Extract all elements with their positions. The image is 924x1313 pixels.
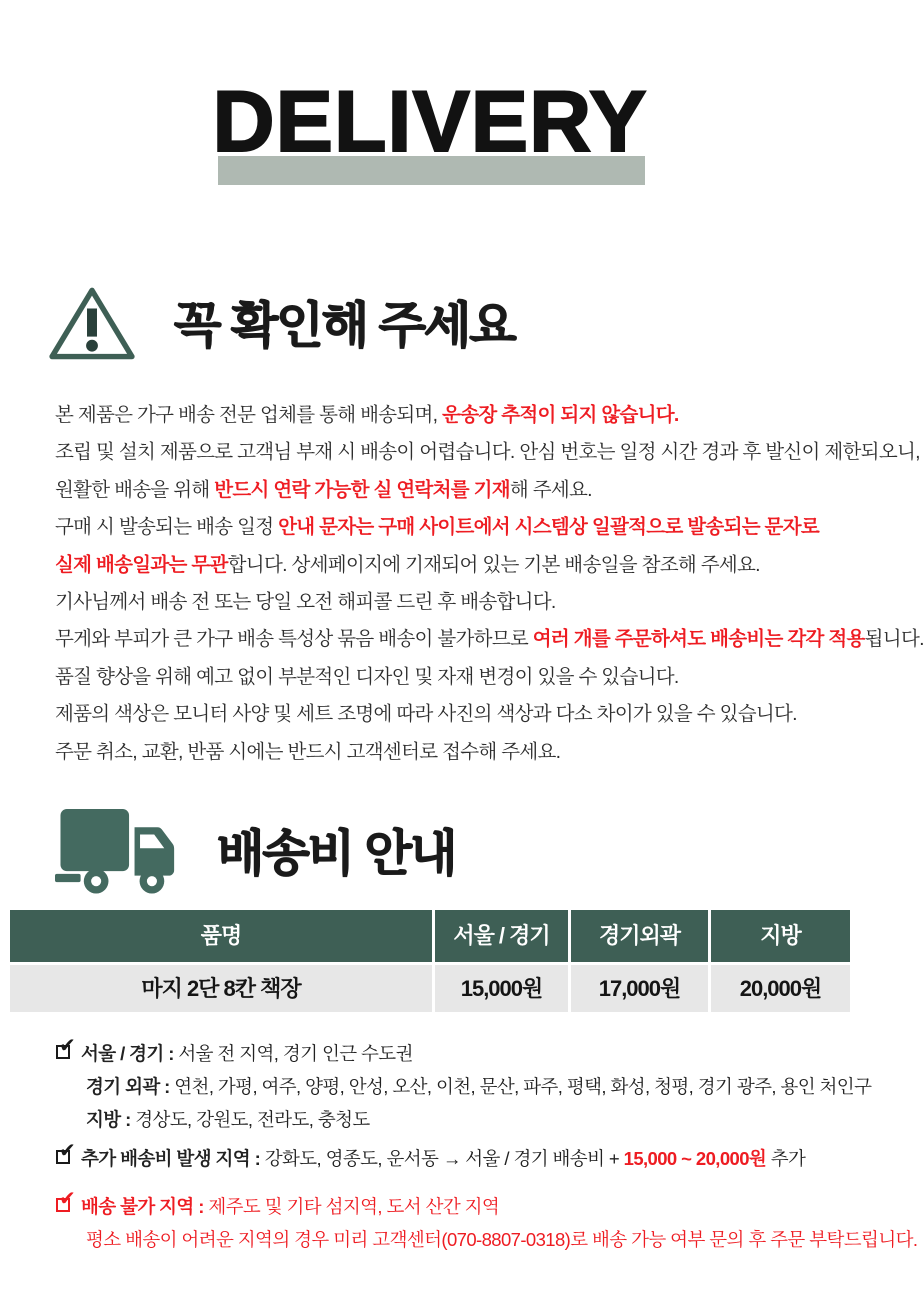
notice-text: 주문 취소, 교환, 반품 시에는 반드시 고객센터로 접수해 주세요. — [55, 740, 561, 763]
note-value: 강화도, 영종도, 운서동 → 서울 / 경기 배송비 + — [260, 1148, 624, 1169]
notice-text: 무게와 부피가 큰 가구 배송 특성상 묶음 배송이 불가하므로 — [55, 628, 533, 651]
notice-text: 합니다. 상세페이지에 기재되어 있는 기본 배송일을 참조해 주세요. — [227, 553, 760, 576]
notice-text: 조립 및 설치 제품으로 고객님 부재 시 배송이 어렵습니다. 안심 번호는 일정 시간 경과 후 발신이 제한되오니, — [55, 441, 920, 464]
notice-body — [55, 397, 924, 771]
notice-text: 구매 시 발송되는 배송 일정 — [55, 516, 279, 539]
checkbox-checked-icon — [56, 1198, 70, 1212]
shipping-notes — [56, 1043, 918, 1262]
warning-triangle-icon — [46, 284, 138, 367]
notice-text: 기사님께서 배송 전 또는 당일 오전 해피콜 드린 후 배송합니다. — [55, 591, 556, 614]
notice-heading: 꼭 확인해 주세요 — [174, 298, 515, 353]
table-cell-product-name: 마지 2단 8칸 책장 — [10, 965, 432, 1012]
note-label: 추가 배송비 발생 지역 : — [81, 1148, 261, 1169]
notice-line — [55, 509, 831, 546]
notice-heading-row — [46, 284, 515, 367]
notice-text: 원활한 배송을 위해 — [55, 478, 215, 501]
note-restricted-detail — [56, 1229, 918, 1251]
fees-heading-row — [55, 806, 455, 901]
note-region-province — [56, 1109, 848, 1131]
checkbox-checked-icon — [56, 1150, 70, 1164]
note-value: 추가 — [766, 1148, 806, 1169]
notice-line — [55, 434, 920, 471]
table-header-seoul-gyeonggi: 서울 / 경기 — [435, 910, 568, 962]
note-extra-fee-amount: 15,000 ~ 20,000원 — [623, 1148, 767, 1169]
notice-text: 품질 향상을 위해 예고 없이 부분적인 디자인 및 자재 변경이 있을 수 있습니다. — [55, 665, 679, 688]
note-label: 서울 / 경기 : — [81, 1043, 174, 1064]
note-restricted-area — [56, 1196, 848, 1218]
note-label: 배송 불가 지역 : — [81, 1196, 204, 1217]
notice-text: 제품의 색상은 모니터 사양 및 세트 조명에 따라 사진의 색상과 다소 차이가 있을 수 있습니다. — [55, 703, 797, 726]
notice-line — [55, 696, 831, 733]
notice-text: 해 주세요. — [509, 478, 592, 501]
note-value: 연천, 가평, 여주, 양평, 안성, 오산, 이천, 문산, 파주, 평택, 화성, 청평, 경기 광주, 용인 처인구 — [169, 1076, 872, 1097]
notice-line — [55, 472, 831, 509]
notice-text-highlight: 반드시 연락 가능한 실 연락처를 기재 — [214, 478, 510, 501]
table-header-product: 품명 — [10, 910, 432, 962]
note-extra-fee — [56, 1148, 848, 1170]
notice-line — [55, 584, 831, 621]
note-region-outer — [56, 1076, 872, 1098]
notice-line — [55, 659, 831, 696]
table-cell-fee-province: 20,000원 — [711, 965, 850, 1012]
table-header-gyeonggi-outer: 경기외곽 — [571, 910, 708, 962]
notice-line — [55, 547, 831, 584]
notice-text-highlight: 운송장 추적이 되지 않습니다. — [442, 404, 679, 426]
notice-text: 됩니다. — [864, 628, 924, 651]
note-value: 경상도, 강원도, 전라도, 충청도 — [130, 1109, 370, 1130]
notice-line — [55, 397, 831, 434]
notice-line — [55, 734, 831, 771]
note-label: 지방 : — [86, 1109, 131, 1130]
checkbox-checked-icon — [56, 1045, 70, 1059]
table-cell-fee-outer: 17,000원 — [571, 965, 708, 1012]
note-value: 서울 전 지역, 경기 인근 수도권 — [173, 1043, 413, 1064]
note-label: 경기 외곽 : — [86, 1076, 170, 1097]
note-value: 평소 배송이 어려운 지역의 경우 미리 고객센터(070-8807-0318)로 배송 가능 여부 문의 후 주문 부탁드립니다. — [86, 1229, 918, 1250]
table-cell-fee-seoul: 15,000원 — [435, 965, 568, 1012]
shipping-fee-table — [10, 910, 850, 1012]
note-region-seoul — [56, 1043, 848, 1065]
notice-text-highlight: 안내 문자는 구매 사이트에서 시스템상 일괄적으로 발송되는 문자로 — [278, 516, 819, 539]
page-title: DELIVERY — [212, 74, 648, 170]
table-header-province: 지방 — [711, 910, 850, 962]
notice-text: 본 제품은 가구 배송 전문 업체를 통해 배송되며, — [55, 404, 443, 426]
notice-line — [55, 621, 924, 658]
fees-heading: 배송비 안내 — [217, 826, 456, 881]
notice-text-highlight: 실제 배송일과는 무관 — [55, 553, 228, 576]
note-value: 제주도 및 기타 섬지역, 도서 산간 지역 — [203, 1196, 500, 1217]
truck-icon — [55, 806, 183, 901]
notice-text-highlight: 여러 개를 주문하셔도 배송비는 각각 적용 — [532, 628, 865, 651]
